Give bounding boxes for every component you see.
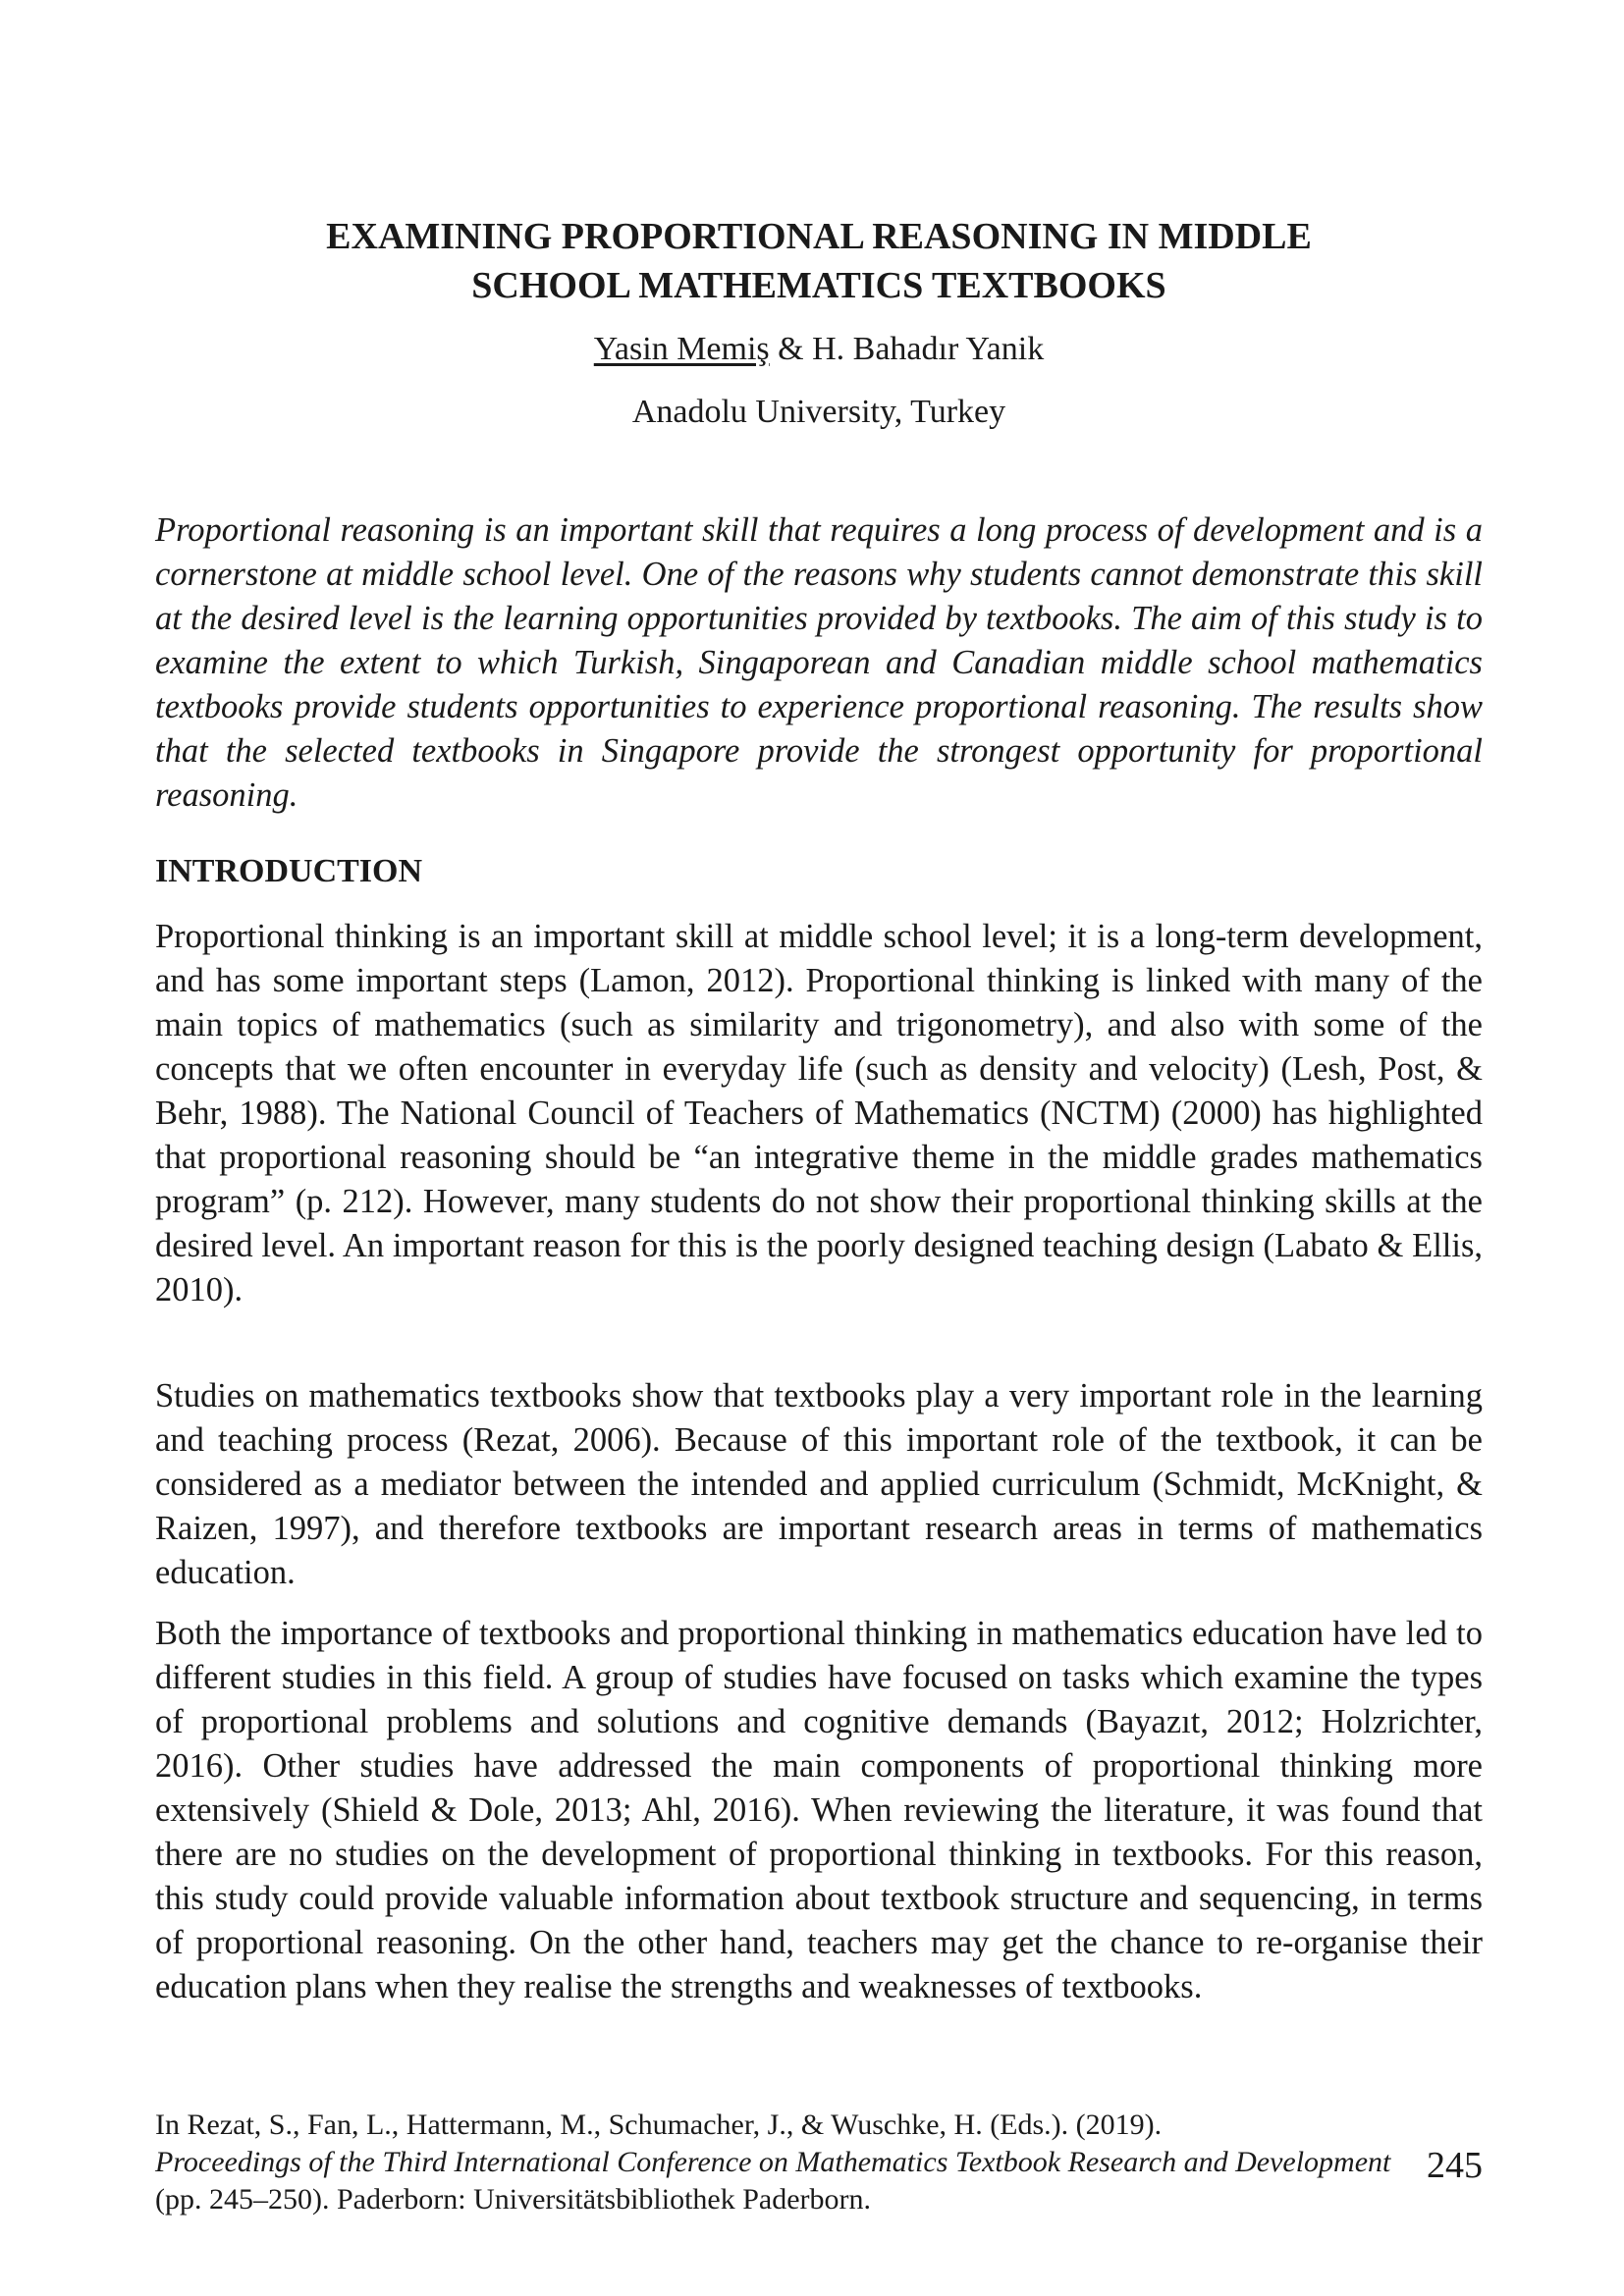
abstract: Proportional reasoning is an important skill that requires a long process of development and is a cornerstone at middle school level. One of the reasons why students cannot demonstrate this skill at the desired level is the learning opportunities provided by textbooks. The aim of this study is to examine the extent to which Turkish, Singaporean and Canadian middle school mathematics textbooks provide students opportunities to experience proportional reasoning. The results show that the selected textbooks in Singapore provide the strongest opportunity for proportional reasoning.	[155, 511, 1483, 814]
co-author: H. Bahadır Yanik	[812, 331, 1045, 367]
affiliation: Anadolu University, Turkey	[631, 394, 1006, 430]
section-heading-introduction: INTRODUCTION	[155, 853, 423, 889]
footer-citation-line: In Rezat, S., Fan, L., Hattermann, M., Schumacher, J., & Wuschke, H. (Eds.). (2019).	[155, 2109, 1163, 2141]
page-number: 245	[1427, 2145, 1483, 2186]
citation-footer	[155, 2107, 1392, 2218]
body-paragraph-1: Proportional thinking is an important skill at middle school level; it is a long-term development, and has some important steps (Lamon, 2012). Proportional thinking is linked with many of the main topics of mathematics (such as similarity and trigonometry), and also with some of the concepts that we often encounter in everyday life (such as density and velocity) (Lesh, Post, & Behr, 1988). The National Council of Teachers of Mathematics (NCTM) (2000) has highlighted that proportional reasoning should be “an integrative theme in the middle grades mathematics program” (p. 212). However, many students do not show their proportional thinking skills at the desired level. An important reason for this is the poorly designed teaching design (Labato & Ellis, 2010).	[155, 918, 1483, 1308]
author-separator: &	[769, 331, 813, 367]
presenting-author: Yasin Memiş	[593, 331, 770, 367]
title-line-1: EXAMINING PROPORTIONAL REASONING IN MIDDLE	[326, 216, 1312, 257]
paper-title	[155, 212, 1483, 310]
title-line-2: SCHOOL MATHEMATICS TEXTBOOKS	[471, 265, 1166, 306]
footer-citation-tail: (pp. 245–250). Paderborn: Universitätsbibliothek Paderborn.	[155, 2183, 872, 2216]
body-paragraph-2: Studies on mathematics textbooks show that textbooks play a very important role in the learning and teaching process (Rezat, 2006). Because of this important role of the textbook, it can be considered as a mediator between the intended and applied curriculum (Schmidt, McKnight, & Raizen, 1997), and therefore textbooks are important research areas in terms of mathematics education.	[155, 1377, 1483, 1591]
footer-proceedings-title: Proceedings of the Third International Conference on Mathematics Textbook Research and Development	[155, 2146, 1391, 2178]
body-paragraph-3: Both the importance of textbooks and proportional thinking in mathematics education have led to different studies in this field. A group of studies have focused on tasks which examine the types of proportional problems and solutions and cognitive demands (Bayazıt, 2012; Holzrichter, 2016). Other studies have addressed the main components of proportional thinking more extensively (Shield & Dole, 2013; Ahl, 2016). When reviewing the literature, it was found that there are no studies on the development of proportional thinking in textbooks. For this reason, this study could provide valuable information about textbook structure and sequencing, in terms of proportional reasoning. On the other hand, teachers may get the chance to re-organise their education plans when they realise the strengths and weaknesses of textbooks.	[155, 1615, 1483, 2005]
author-list	[155, 328, 1483, 371]
